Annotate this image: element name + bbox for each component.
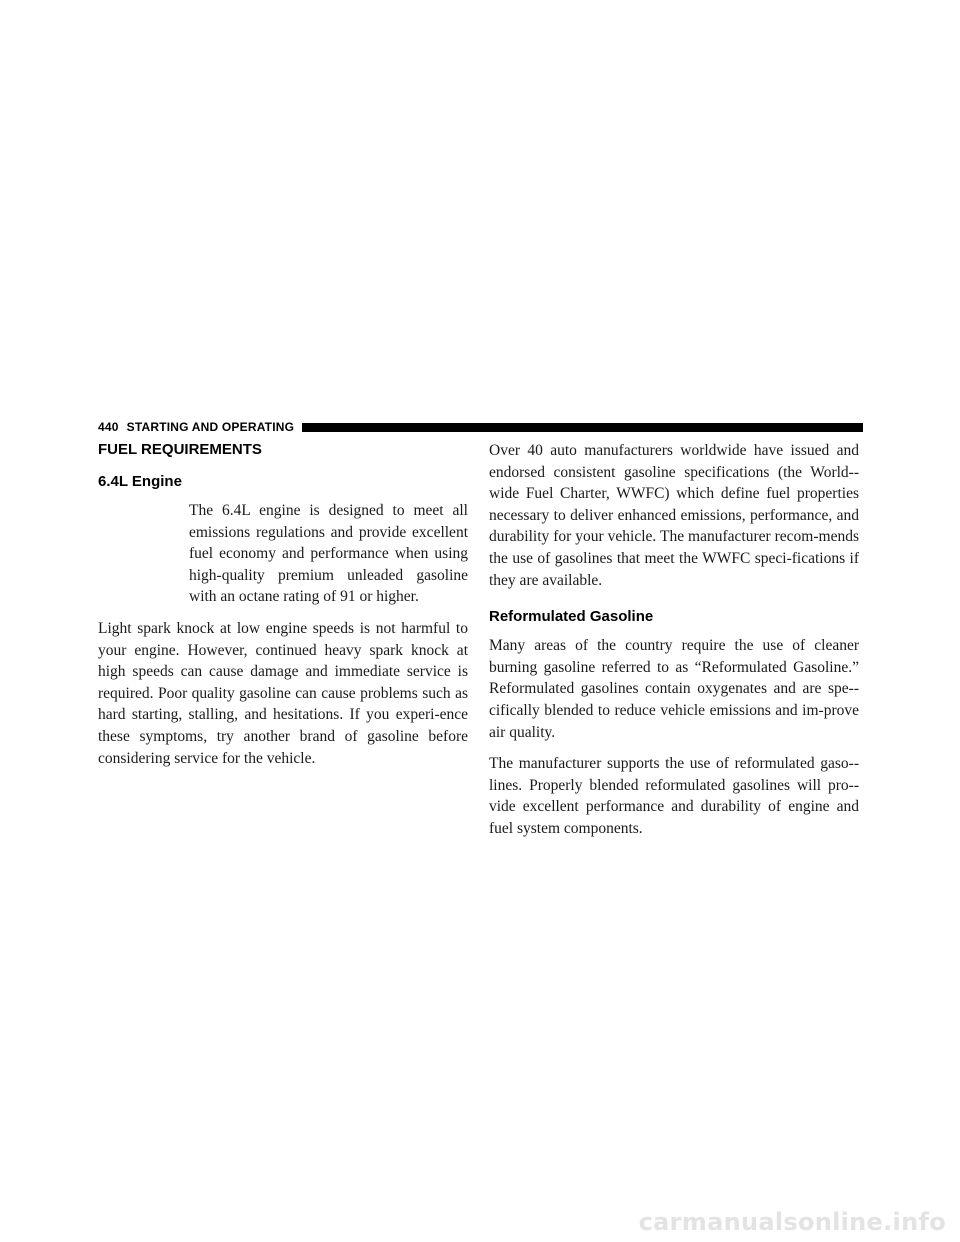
engine-intro-paragraph: The 6.4L engine is designed to meet all emissions regulations and provide excellent fuel economy and performance when using high-quality premium unleaded gasoline with an octane rating of 91 or higher. <box>189 502 468 606</box>
right-column <box>489 440 859 850</box>
page-header <box>98 419 863 435</box>
page-number: 440 <box>98 420 119 434</box>
main-heading: FUEL REQUIREMENTS <box>98 441 262 458</box>
engine-subheading: 6.4L Engine <box>98 473 182 490</box>
spark-knock-paragraph: Light spark knock at low engine speeds is not harmful to your engine. However, continued heavy spark knock at high speeds can cause damage and immediate service is required. Poor quality gasoline can cause problems such as hard starting, stalling, and hesitations. If you experi-ence these symptoms, try another brand of gasoline before considering service for the vehicle. <box>98 619 468 767</box>
reformulated-paragraph: Many areas of the country require the use of cleaner burning gasoline referred to as “Reformulated Gasoline.” Reformulated gasolines contain oxygenates and are spe-cifically blended to reduce vehicle emissions and im-prove air quality. <box>489 637 859 741</box>
section-title: STARTING AND OPERATING <box>126 420 295 434</box>
left-column <box>98 440 468 779</box>
header-rule <box>302 423 863 432</box>
watermark: carmanualsonline.info <box>638 1208 946 1236</box>
wwfc-paragraph: Over 40 auto manufacturers worldwide have issued and endorsed consistent gasoline specifications (the World-wide Fuel Charter, WWFC) which define fuel properties necessary to deliver enhanced emissions, performance, and durability for your vehicle. The manufacturer recom-mends the use of gasolines that meet the WWFC speci-fications if they are available. <box>489 442 859 589</box>
manufacturer-support-paragraph: The manufacturer supports the use of reformulated gaso-lines. Properly blended reformulated gasolines will pro-vide excellent performance and durability of engine and fuel system components. <box>489 755 859 837</box>
reformulated-subheading: Reformulated Gasoline <box>489 608 654 626</box>
